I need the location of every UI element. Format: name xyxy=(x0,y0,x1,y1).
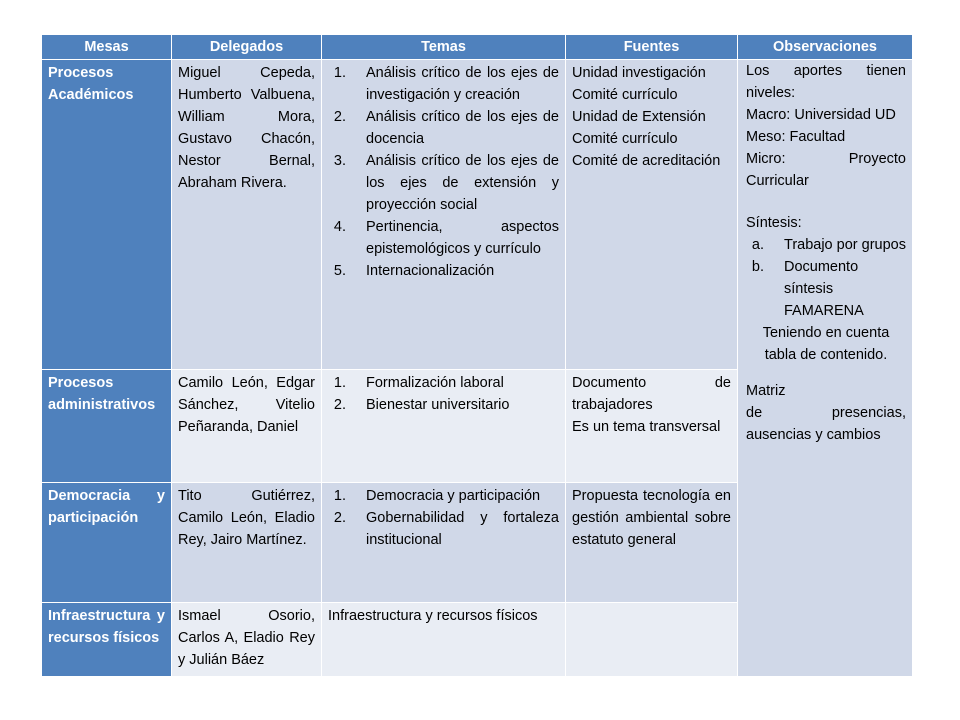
obs-meso: Meso: Facultad xyxy=(746,129,846,145)
mesa-cell: Democracia y participación xyxy=(42,483,172,603)
delegados-cell: Camilo León, Edgar Sánchez, Vitelio Peñaranda, Daniel xyxy=(172,370,322,483)
observaciones-cell xyxy=(738,60,913,677)
tema-item: 4. Pertinencia, aspectos epistemológicos y currículo xyxy=(350,216,559,260)
obs-teniendo: Teniendo en cuenta tabla de contenido. xyxy=(762,325,890,363)
temas-cell xyxy=(322,370,566,483)
fuentes-cell xyxy=(566,603,738,677)
fuentes-cell xyxy=(566,370,738,483)
header-delegados: Delegados xyxy=(172,35,322,60)
fuente-line: Comité currículo xyxy=(572,131,678,147)
temas-cell xyxy=(322,483,566,603)
header-temas: Temas xyxy=(322,35,566,60)
fuente-line: Documento de trabajadores xyxy=(572,375,731,413)
obs-matriz: Matriz xyxy=(746,383,786,399)
fuentes-cell xyxy=(566,483,738,603)
obs-sintesis: Síntesis: xyxy=(746,215,802,231)
obs-macro: Macro: Universidad UD xyxy=(746,107,896,123)
sintesis-item: b. Documento síntesis FAMARENA xyxy=(768,256,906,322)
header-row xyxy=(42,35,913,60)
tema-item: 3. Análisis crítico de los ejes de los ejes de extensión y proyección social xyxy=(350,150,559,216)
fuente-line: Comité de acreditación xyxy=(572,153,721,169)
mesas-table xyxy=(41,34,913,677)
table-row xyxy=(42,60,913,370)
fuente-line: Es un tema transversal xyxy=(572,419,721,435)
fuente-line: Unidad investigación xyxy=(572,65,706,81)
temas-cell: Infraestructura y recursos físicos xyxy=(322,603,566,677)
obs-intro: Los aportes tienen niveles: xyxy=(746,63,906,101)
fuente-line: Comité currículo xyxy=(572,87,678,103)
delegados-cell: Tito Gutiérrez, Camilo León, Eladio Rey, Jairo Martínez. xyxy=(172,483,322,603)
tema-item: 2. Gobernabilidad y fortaleza institucional xyxy=(350,507,559,551)
tema-item: 2. Análisis crítico de los ejes de docencia xyxy=(350,106,559,150)
header-mesas: Mesas xyxy=(42,35,172,60)
delegados-cell: Ismael Osorio, Carlos A, Eladio Rey y Julián Báez xyxy=(172,603,322,677)
tema-item: 1. Formalización laboral xyxy=(350,372,559,394)
fuentes-cell xyxy=(566,60,738,370)
tema-item: 2. Bienestar universitario xyxy=(350,394,559,416)
header-fuentes: Fuentes xyxy=(566,35,738,60)
delegados-cell: Miguel Cepeda, Humberto Valbuena, William Mora, Gustavo Chacón, Nestor Bernal, Abraham Rivera. xyxy=(172,60,322,370)
mesa-cell: Procesos administrativos xyxy=(42,370,172,483)
tema-item: 1. Democracia y participación xyxy=(350,485,559,507)
tema-item: 1. Análisis crítico de los ejes de investigación y creación xyxy=(350,62,559,106)
mesa-cell: Procesos Académicos xyxy=(42,60,172,370)
header-observaciones: Observaciones xyxy=(738,35,913,60)
sintesis-item: a. Trabajo por grupos xyxy=(768,234,906,256)
obs-micro: Micro: Proyecto Curricular xyxy=(746,151,906,189)
tema-item: 5. Internacionalización xyxy=(350,260,559,282)
fuente-line: Propuesta tecnología en gestión ambiental sobre estatuto general xyxy=(572,488,731,548)
obs-presencias: de presencias, ausencias y cambios xyxy=(746,405,906,443)
temas-cell xyxy=(322,60,566,370)
fuente-line: Unidad de Extensión xyxy=(572,109,706,125)
mesa-cell: Infraestructura y recursos físicos xyxy=(42,603,172,677)
